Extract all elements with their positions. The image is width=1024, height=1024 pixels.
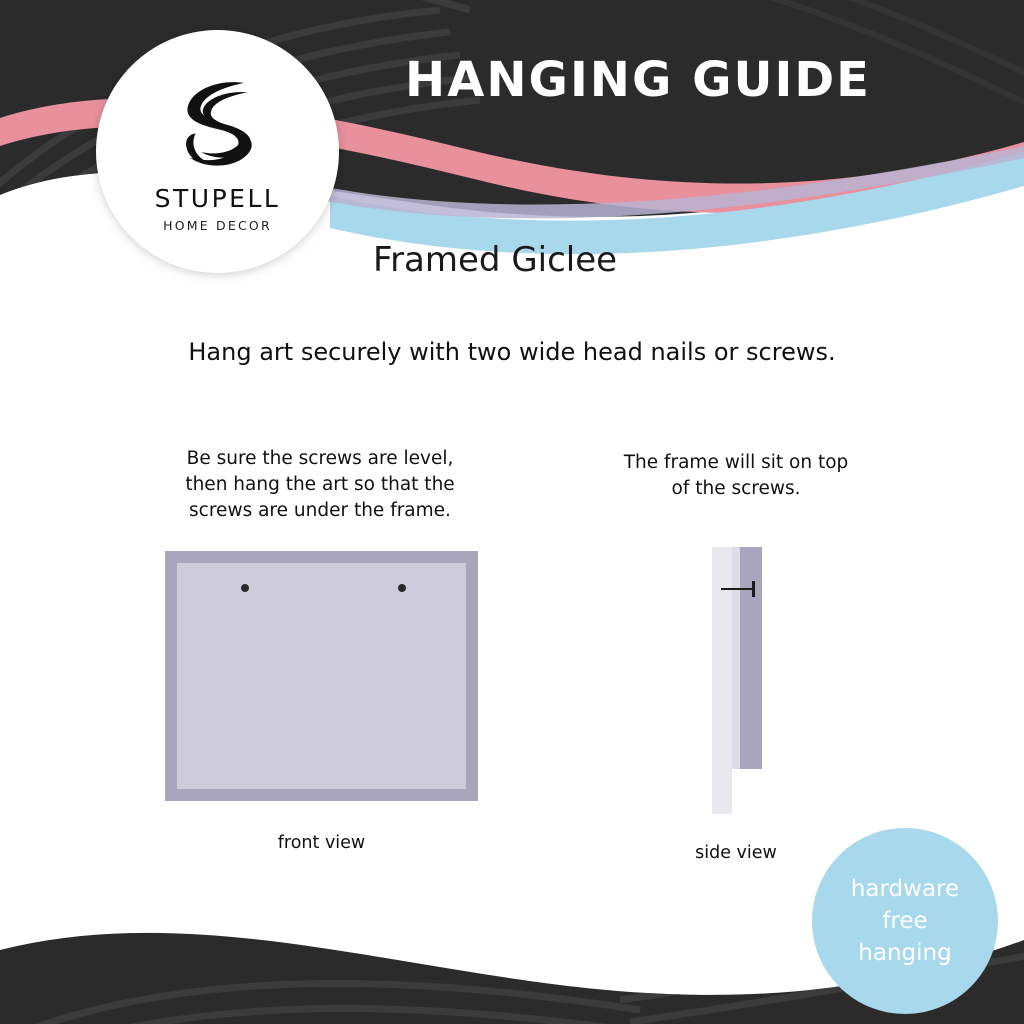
main-instruction: Hang art securely with two wide head nails or screws.	[188, 338, 836, 366]
side-view-screw-icon	[721, 588, 755, 590]
brand-logo-badge	[96, 30, 339, 273]
hardware-free-badge	[812, 828, 998, 1014]
side-view-frame-face	[732, 547, 740, 769]
side-view-frame-body	[740, 547, 762, 769]
product-type-title: Framed Giclee	[373, 240, 618, 280]
screw-dot-left-icon	[241, 584, 249, 592]
swoosh-logo-icon	[162, 68, 274, 180]
page-title: HANGING GUIDE	[405, 52, 871, 108]
front-view-caption-line-1: Be sure the screws are level,	[186, 448, 454, 469]
front-view-caption-line-3: screws are under the frame.	[189, 500, 451, 521]
hardware-free-badge-line-2: free	[882, 908, 928, 934]
front-view-frame-illustration	[165, 551, 478, 801]
front-view-caption-line-2: then hang the art so that the	[185, 474, 455, 495]
brand-tagline: HOME DECOR	[163, 218, 272, 233]
side-view-screw-head-icon	[752, 581, 755, 597]
screw-dot-right-icon	[398, 584, 406, 592]
brand-name: STUPELL	[154, 184, 281, 213]
hardware-free-badge-line-1: hardware	[850, 876, 960, 902]
side-view-caption	[600, 450, 872, 502]
front-view-label: front view	[277, 833, 366, 853]
side-view-label: side view	[695, 843, 777, 863]
front-view-frame-mat	[177, 563, 466, 789]
side-view-caption-line-2: of the screws.	[671, 478, 801, 499]
front-view-caption	[165, 446, 475, 524]
side-view-caption-line-1: The frame will sit on top	[623, 452, 849, 473]
hardware-free-badge-line-3: hanging	[858, 940, 952, 966]
